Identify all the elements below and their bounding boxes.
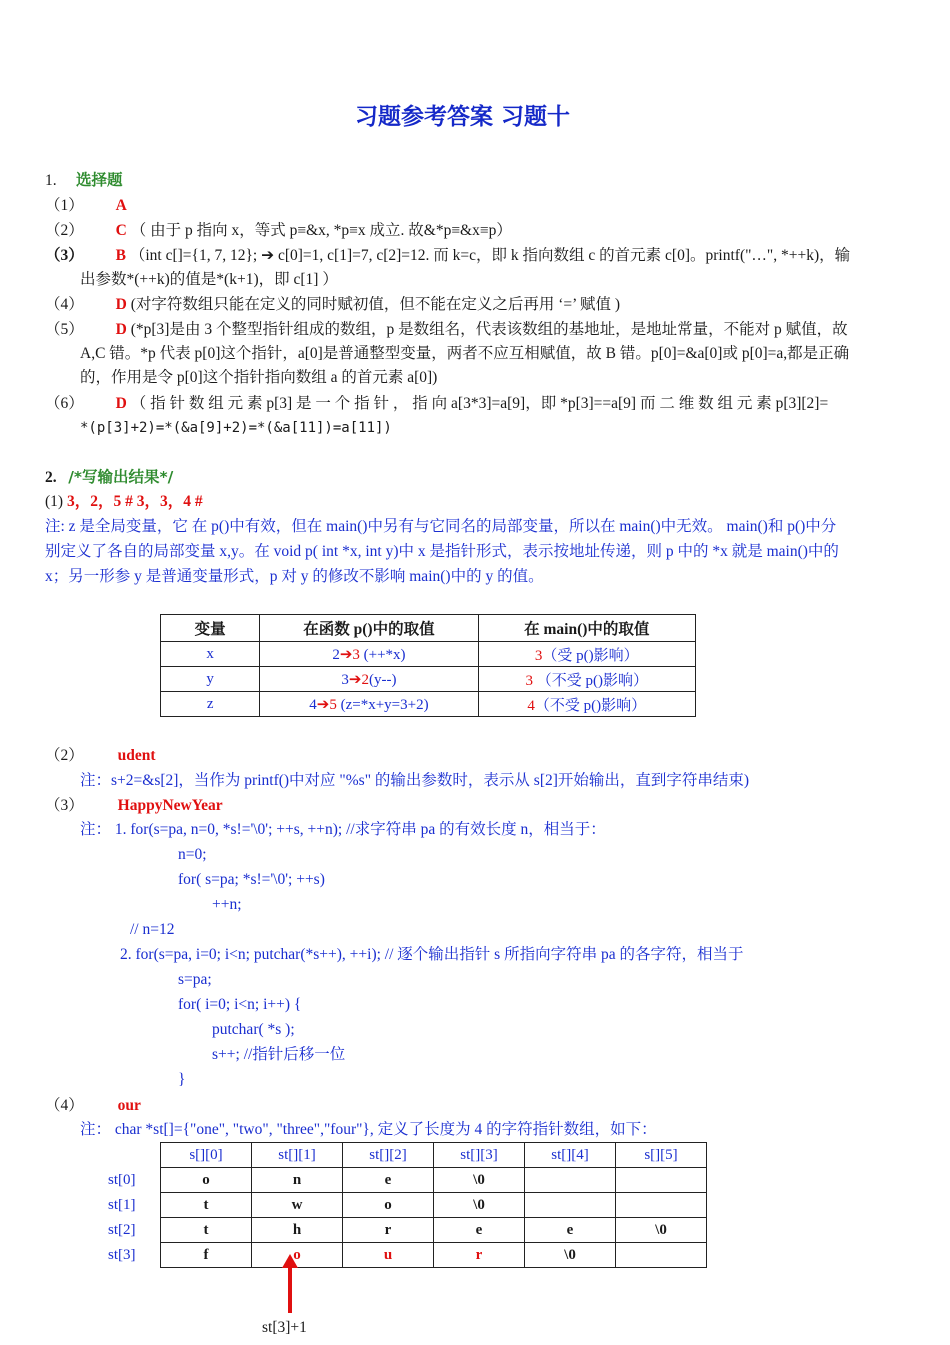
table-row bbox=[108, 1193, 707, 1218]
output-4 bbox=[45, 1096, 141, 1116]
item-number: （2） bbox=[45, 747, 84, 764]
answer-explanation: （ 由于 p 指向 x，等式 p≡&x, *p≡x 成立. 故&*p≡&x≡p） bbox=[130, 222, 512, 239]
table-row bbox=[108, 1218, 707, 1243]
table-cell-highlighted: r bbox=[434, 1243, 525, 1268]
table-cell bbox=[616, 1193, 707, 1218]
table-cell: 3 （不受 p()影响） bbox=[478, 667, 695, 692]
page-title: 习题参考答案 习题十 bbox=[355, 104, 571, 130]
table-header: 在 main()中的取值 bbox=[478, 615, 695, 642]
table-cell: z bbox=[161, 692, 260, 717]
table-header: 变量 bbox=[161, 615, 260, 642]
table-cell: e bbox=[343, 1168, 434, 1193]
section-2-heading bbox=[45, 467, 173, 488]
table-cell: 4➔5 (z=*x+y=3+2) bbox=[260, 692, 478, 717]
table-cell: e bbox=[434, 1218, 525, 1243]
table-cell: w bbox=[252, 1193, 343, 1218]
table-row bbox=[161, 642, 696, 667]
item-number: (1) bbox=[45, 493, 64, 510]
table-cell: 3➔2(y--) bbox=[260, 667, 478, 692]
table-cell: x bbox=[161, 642, 260, 667]
table-row bbox=[108, 1243, 707, 1268]
answer-3 bbox=[45, 246, 850, 266]
section-number: 1. bbox=[45, 172, 57, 189]
item-number: （6） bbox=[45, 395, 84, 412]
answer-5 bbox=[45, 320, 848, 340]
row-label: st[2] bbox=[108, 1221, 136, 1238]
code-line: 2. for(s=pa, i=0; i<n; putchar(*s++), ++i); // 逐个输出指针 s 所指向字符串 pa 的各字符，相当于 bbox=[120, 946, 744, 963]
column-header: st[][2] bbox=[343, 1143, 434, 1168]
table-cell: 4（不受 p()影响） bbox=[478, 692, 695, 717]
output-1-note: 注: z 是全局变量，它 在 p()中有效，但在 main()中另有与它同名的局部变量，所以在 main()中无效。 main()和 p()中分 bbox=[45, 518, 837, 535]
table-cell: \0 bbox=[616, 1218, 707, 1243]
answer-letter: D bbox=[115, 321, 127, 338]
code-line: for( s=pa; *s!='\0'; ++s) bbox=[178, 871, 325, 888]
table-cell bbox=[616, 1243, 707, 1268]
table-cell: t bbox=[161, 1193, 252, 1218]
answer-letter: C bbox=[115, 222, 127, 239]
pointer-label: st[3]+1 bbox=[262, 1319, 307, 1336]
output-1-note-2: 别定义了各自的局部变量 x,y。在 void p( int *x, int y)中 x 是指针形式，表示按地址传递，则 p 中的 *x 就是 main()中的 bbox=[45, 543, 839, 560]
output-3 bbox=[45, 796, 223, 816]
output-2-note: 注：s+2=&s[2]，当作为 printf()中对应 "%s" 的输出参数时，表示从 s[2]开始输出，直到字符串结束) bbox=[80, 772, 750, 789]
output-2 bbox=[45, 746, 156, 766]
table-cell bbox=[616, 1168, 707, 1193]
answer-6 bbox=[45, 394, 828, 414]
table-cell: \0 bbox=[434, 1193, 525, 1218]
item-number: （3） bbox=[45, 797, 84, 814]
code-line: putchar( *s ); bbox=[212, 1021, 295, 1038]
row-label: st[1] bbox=[108, 1196, 136, 1213]
code-line: s=pa; bbox=[178, 971, 212, 988]
code-line: ++n; bbox=[212, 896, 242, 913]
code-line: s++; //指针后移一位 bbox=[212, 1046, 346, 1063]
table-header-row bbox=[108, 1143, 707, 1168]
table-cell: \0 bbox=[434, 1168, 525, 1193]
item-number: （4） bbox=[45, 1097, 84, 1114]
table-cell: \0 bbox=[525, 1243, 616, 1268]
section-title: /*写输出结果*/ bbox=[68, 468, 174, 486]
table-cell: r bbox=[343, 1218, 434, 1243]
table-row bbox=[161, 692, 696, 717]
table-header: 在函数 p()中的取值 bbox=[260, 615, 478, 642]
code-line: // n=12 bbox=[130, 921, 175, 938]
output-1-note-3: x；另一形参 y 是普通变量形式，p 对 y 的修改不影响 main()中的 y 的值。 bbox=[45, 568, 544, 585]
answer-explanation: （ 指 针 数 组 元 素 p[3] 是 一 个 指 针 ， 指 向 a[3*3]=a[9]，即 *p[3]==a[9] 而 二 维 数 组 元 素 p[3][2]= bbox=[130, 395, 829, 412]
answer-6-cont: *(p[3]+2)=*(&a[9]+2)=*(&a[11])=a[11]) bbox=[80, 420, 392, 436]
table-cell: f bbox=[161, 1243, 252, 1268]
table-cell: 3（受 p()影响） bbox=[478, 642, 695, 667]
answer-letter: B bbox=[115, 247, 126, 264]
row-label: st[3] bbox=[108, 1246, 136, 1263]
row-label: st[0] bbox=[108, 1171, 136, 1188]
variable-table bbox=[160, 614, 696, 717]
output-1 bbox=[45, 492, 203, 512]
answer-3-cont: 出参数*(++k)的值是*(k+1)，即 c[1] ） bbox=[80, 271, 338, 288]
item-number: （5） bbox=[45, 321, 84, 338]
section-1-heading bbox=[45, 170, 123, 191]
code-line: n=0; bbox=[178, 846, 207, 863]
table-header-row bbox=[161, 615, 696, 642]
pointer-arrow-line bbox=[288, 1263, 292, 1313]
answer-letter: A bbox=[115, 197, 127, 214]
table-cell: o bbox=[343, 1193, 434, 1218]
code-line: 注： 1. for(s=pa, n=0, *s!='\0'; ++s, ++n); //求字符串 pa 的有效长度 n，相当于： bbox=[80, 821, 606, 838]
table-cell: h bbox=[252, 1218, 343, 1243]
column-header: s[][5] bbox=[616, 1143, 707, 1168]
column-header: st[][4] bbox=[525, 1143, 616, 1168]
output-answer: 3，2，5 # 3，3，4 # bbox=[66, 493, 203, 510]
answer-5-cont2: 的，作用是令 p[0]这个指针指向数组 a 的首元素 a[0]) bbox=[80, 369, 438, 386]
item-number: （2） bbox=[45, 222, 84, 239]
answer-explanation: (*p[3]是由 3 个整型指针组成的数组，p 是数组名，代表该数组的基地址，是地址常量，不能对 p 赋值，故 bbox=[130, 321, 848, 338]
item-number: （4） bbox=[45, 296, 84, 313]
table-cell bbox=[525, 1193, 616, 1218]
table-cell: n bbox=[252, 1168, 343, 1193]
table-cell: t bbox=[161, 1218, 252, 1243]
answer-5-cont: A,C 错。*p 代表 p[0]这个指针，a[0]是普通整型变量，两者不应互相赋值，故 B 错。p[0]=&a[0]或 p[0]=a,都是正确 bbox=[80, 345, 850, 362]
output-answer: HappyNewYear bbox=[117, 797, 223, 814]
item-number: （1） bbox=[45, 197, 84, 214]
table-cell: e bbox=[525, 1218, 616, 1243]
table-cell bbox=[525, 1168, 616, 1193]
answer-explanation: (对字符数组只能在定义的同时赋初值，但不能在定义之后再用 ‘=’ 赋值 ) bbox=[130, 296, 621, 313]
answer-2 bbox=[45, 221, 512, 241]
answer-letter: D bbox=[115, 296, 127, 313]
table-cell: 2➔3 (++*x) bbox=[260, 642, 478, 667]
answer-4 bbox=[45, 295, 620, 315]
table-row bbox=[161, 667, 696, 692]
answer-explanation: （int c[]={1, 7, 12}; ➔ c[0]=1, c[1]=7, c[2]=12. 而 k=c，即 k 指向数组 c 的首元素 c[0]。printf("…", *++k)，输 bbox=[129, 247, 851, 264]
column-header: st[][3] bbox=[434, 1143, 525, 1168]
section-title: 选择题 bbox=[76, 171, 123, 189]
output-answer: our bbox=[117, 1097, 141, 1114]
table-row bbox=[108, 1168, 707, 1193]
string-array-table bbox=[108, 1142, 707, 1268]
table-cell: o bbox=[161, 1168, 252, 1193]
section-number: 2. bbox=[45, 469, 57, 486]
answer-letter: D bbox=[115, 395, 127, 412]
output-answer: udent bbox=[117, 747, 156, 764]
code-line: for( i=0; i<n; i++) { bbox=[178, 996, 302, 1013]
output-4-note: 注： char *st[]={"one", "two", "three","four"}, 定义了长度为 4 的字符指针数组，如下： bbox=[80, 1121, 657, 1138]
column-header: st[][1] bbox=[252, 1143, 343, 1168]
table-cell: y bbox=[161, 667, 260, 692]
answer-1 bbox=[45, 196, 127, 216]
table-cell-highlighted: u bbox=[343, 1243, 434, 1268]
corner-cell bbox=[108, 1143, 161, 1168]
code-line: } bbox=[178, 1071, 186, 1088]
column-header: s[][0] bbox=[161, 1143, 252, 1168]
table-cell-highlighted: o bbox=[252, 1243, 343, 1268]
item-number: （3） bbox=[45, 247, 84, 264]
